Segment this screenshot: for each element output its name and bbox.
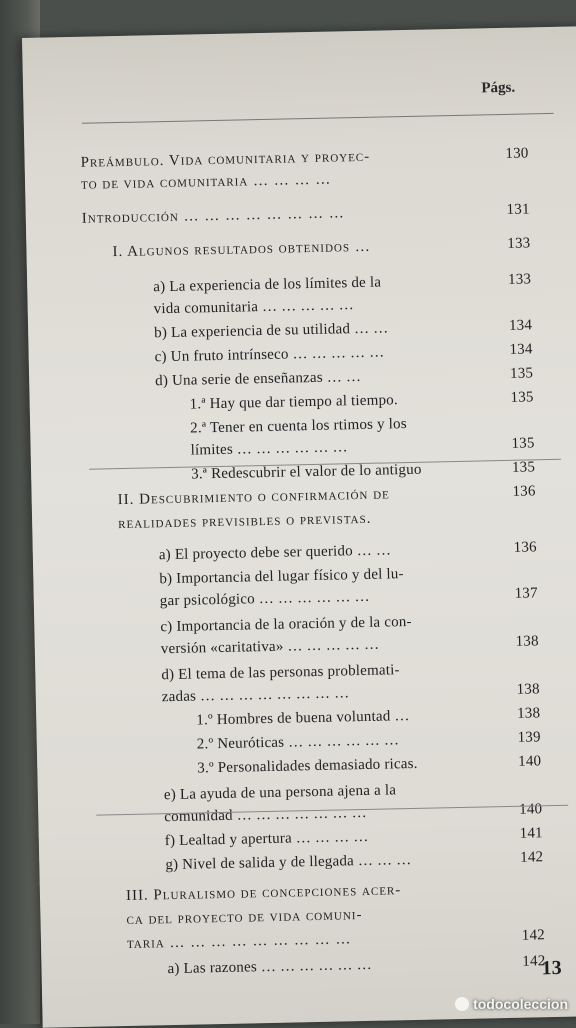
toc-entry-page: 142 xyxy=(519,849,544,866)
toc-entry-title: g) Nivel de salida y de llegada … … … xyxy=(165,852,412,874)
toc-entry xyxy=(34,610,576,636)
toc-entry-title: 2.ª Tener en cuenta los rtimos y los xyxy=(190,416,407,437)
toc-entry-title: a) La experiencia de los límites de la xyxy=(153,274,382,296)
toc-entry-page: 138 xyxy=(515,633,539,650)
toc-entry-page: 131 xyxy=(506,201,530,218)
toc-entry xyxy=(28,316,576,342)
watermark-text: todocoleccion xyxy=(473,996,568,1012)
toc-entry-title: d) El tema de las personas problemati- xyxy=(161,662,400,684)
toc-entry-page: 138 xyxy=(516,681,540,698)
toc-entry-title: límites … … … … … … xyxy=(190,439,348,459)
toc-entry-page: 135 xyxy=(511,435,535,452)
todocoleccion-logo-icon xyxy=(455,997,469,1011)
header-rule xyxy=(82,113,554,124)
toc-entry-title: I. Algunos resultados obtenidos … xyxy=(112,238,371,261)
toc-entry xyxy=(26,234,576,261)
toc-entry xyxy=(28,292,576,318)
toc-entry-title: III. Pluralismo de concepciones acer- xyxy=(125,882,402,905)
toc-entry xyxy=(31,434,576,459)
toc-entry-page: 140 xyxy=(518,801,543,818)
toc-entry-title: ca del proyecto de vida comuni- xyxy=(126,907,363,929)
toc-entry-title: gar psicológico … … … … … … xyxy=(159,588,370,610)
toc-entry xyxy=(29,364,576,390)
toc-entry-page: 142 xyxy=(521,927,546,944)
toc-entry-page: 130 xyxy=(505,145,529,162)
toc-entry xyxy=(32,482,576,509)
toc-entry-page: 142 xyxy=(522,953,546,970)
toc-entry-page: 134 xyxy=(508,317,533,334)
toc-entry xyxy=(36,704,576,729)
toc-entry-title: versión «caritativa» … … … … … xyxy=(160,636,380,658)
toc-entry-title: Introducción … … … … … … … … xyxy=(81,205,345,227)
toc-entry-page: 138 xyxy=(516,705,541,722)
toc-entry-page: 134 xyxy=(509,341,533,358)
toc-entry-title: b) Importancia del lugar físico y del lu- xyxy=(159,566,404,588)
toc-entry xyxy=(24,144,576,171)
toc-entry-title: a) Las razones … … … … … … xyxy=(167,956,372,978)
toc-entry-title: comunidad … … … … … … … xyxy=(164,804,367,826)
toc-entry-title: e) La ayuda de una persona ajena a la xyxy=(163,782,397,804)
toc-entry xyxy=(30,388,576,413)
toc-entry-title: a) El proyecto debe ser querido … … xyxy=(158,542,392,564)
page-number: 13 xyxy=(541,956,562,980)
toc-entry xyxy=(32,506,576,533)
toc-entry-title: taria … … … … … … … … … xyxy=(126,931,352,952)
toc-entry-page: 135 xyxy=(511,459,536,476)
toc-entry xyxy=(38,778,576,804)
toc-entry-title: II. Descubrimiento o confirmación de xyxy=(117,486,390,509)
toc-entry-title: c) Importancia de la oración y de la con- xyxy=(160,613,412,636)
toc-entry xyxy=(29,340,576,366)
toc-entry xyxy=(35,658,576,684)
toc-entry-title: 3.ª Redescubrir el valor de lo antiguo xyxy=(191,461,422,483)
toc-entry-page: 137 xyxy=(514,585,538,602)
toc-entry xyxy=(39,824,576,850)
toc-entry-title: 2.º Neuróticas … … … … … … xyxy=(196,732,400,753)
toc-entry-title: realidades previsibles o previstas. xyxy=(118,510,372,533)
toc-entry xyxy=(33,562,576,588)
toc-entry-title: f) Lealtad y apertura … … … … xyxy=(164,828,369,850)
toc-entry xyxy=(35,632,576,658)
toc-entry-page: 140 xyxy=(517,753,542,770)
toc-entry xyxy=(27,270,576,296)
toc-entry-page: 135 xyxy=(509,365,534,382)
toc-entry-page: 133 xyxy=(507,235,531,252)
pages-column-header: Págs. xyxy=(481,79,516,97)
toc-entry-page: 136 xyxy=(513,539,537,556)
book-page xyxy=(22,26,576,1028)
toc-entry-page: 135 xyxy=(510,389,534,406)
toc-entry xyxy=(39,848,576,874)
toc-entry xyxy=(41,926,576,952)
toc-entry xyxy=(37,728,576,753)
toc-entry-title: to de vida comunitaria … … … … xyxy=(80,171,332,193)
toc-entry-title: Preámbulo. Vida comunitaria y proyec- xyxy=(80,148,371,171)
toc-entry-page: 139 xyxy=(517,729,541,746)
toc-entry xyxy=(40,902,576,929)
toc-entry-title: d) Una serie de enseñanzas … … xyxy=(155,368,362,390)
toc-entry xyxy=(37,752,576,777)
toc-entry xyxy=(34,584,576,610)
toc-entry-title: 3.º Personalidades demasiado ricas. xyxy=(197,755,418,777)
toc-entry-title: zadas … … … … … … … … xyxy=(161,685,350,706)
toc-entry-title: b) La experiencia de su utilidad … … xyxy=(154,320,389,342)
toc-entry-title: vida comunitaria … … … … … xyxy=(153,297,355,318)
toc-entry xyxy=(26,200,576,227)
watermark xyxy=(455,996,568,1012)
toc-entry-page: 141 xyxy=(519,825,543,842)
toc-entry xyxy=(30,412,576,437)
toc-entry-page: 136 xyxy=(512,483,536,500)
toc-entry-title: 1.º Hombres de buena voluntad … xyxy=(196,708,410,729)
toc-entry-title: c) Un fruto intrínseco … … … … … xyxy=(154,344,385,366)
toc-entry-page: 133 xyxy=(507,271,532,288)
toc-entry xyxy=(40,878,576,905)
toc-entry xyxy=(33,538,576,564)
toc-entry xyxy=(36,680,576,706)
toc-entry-title: 1.ª Hay que dar tiempo al tiempo. xyxy=(189,392,399,413)
